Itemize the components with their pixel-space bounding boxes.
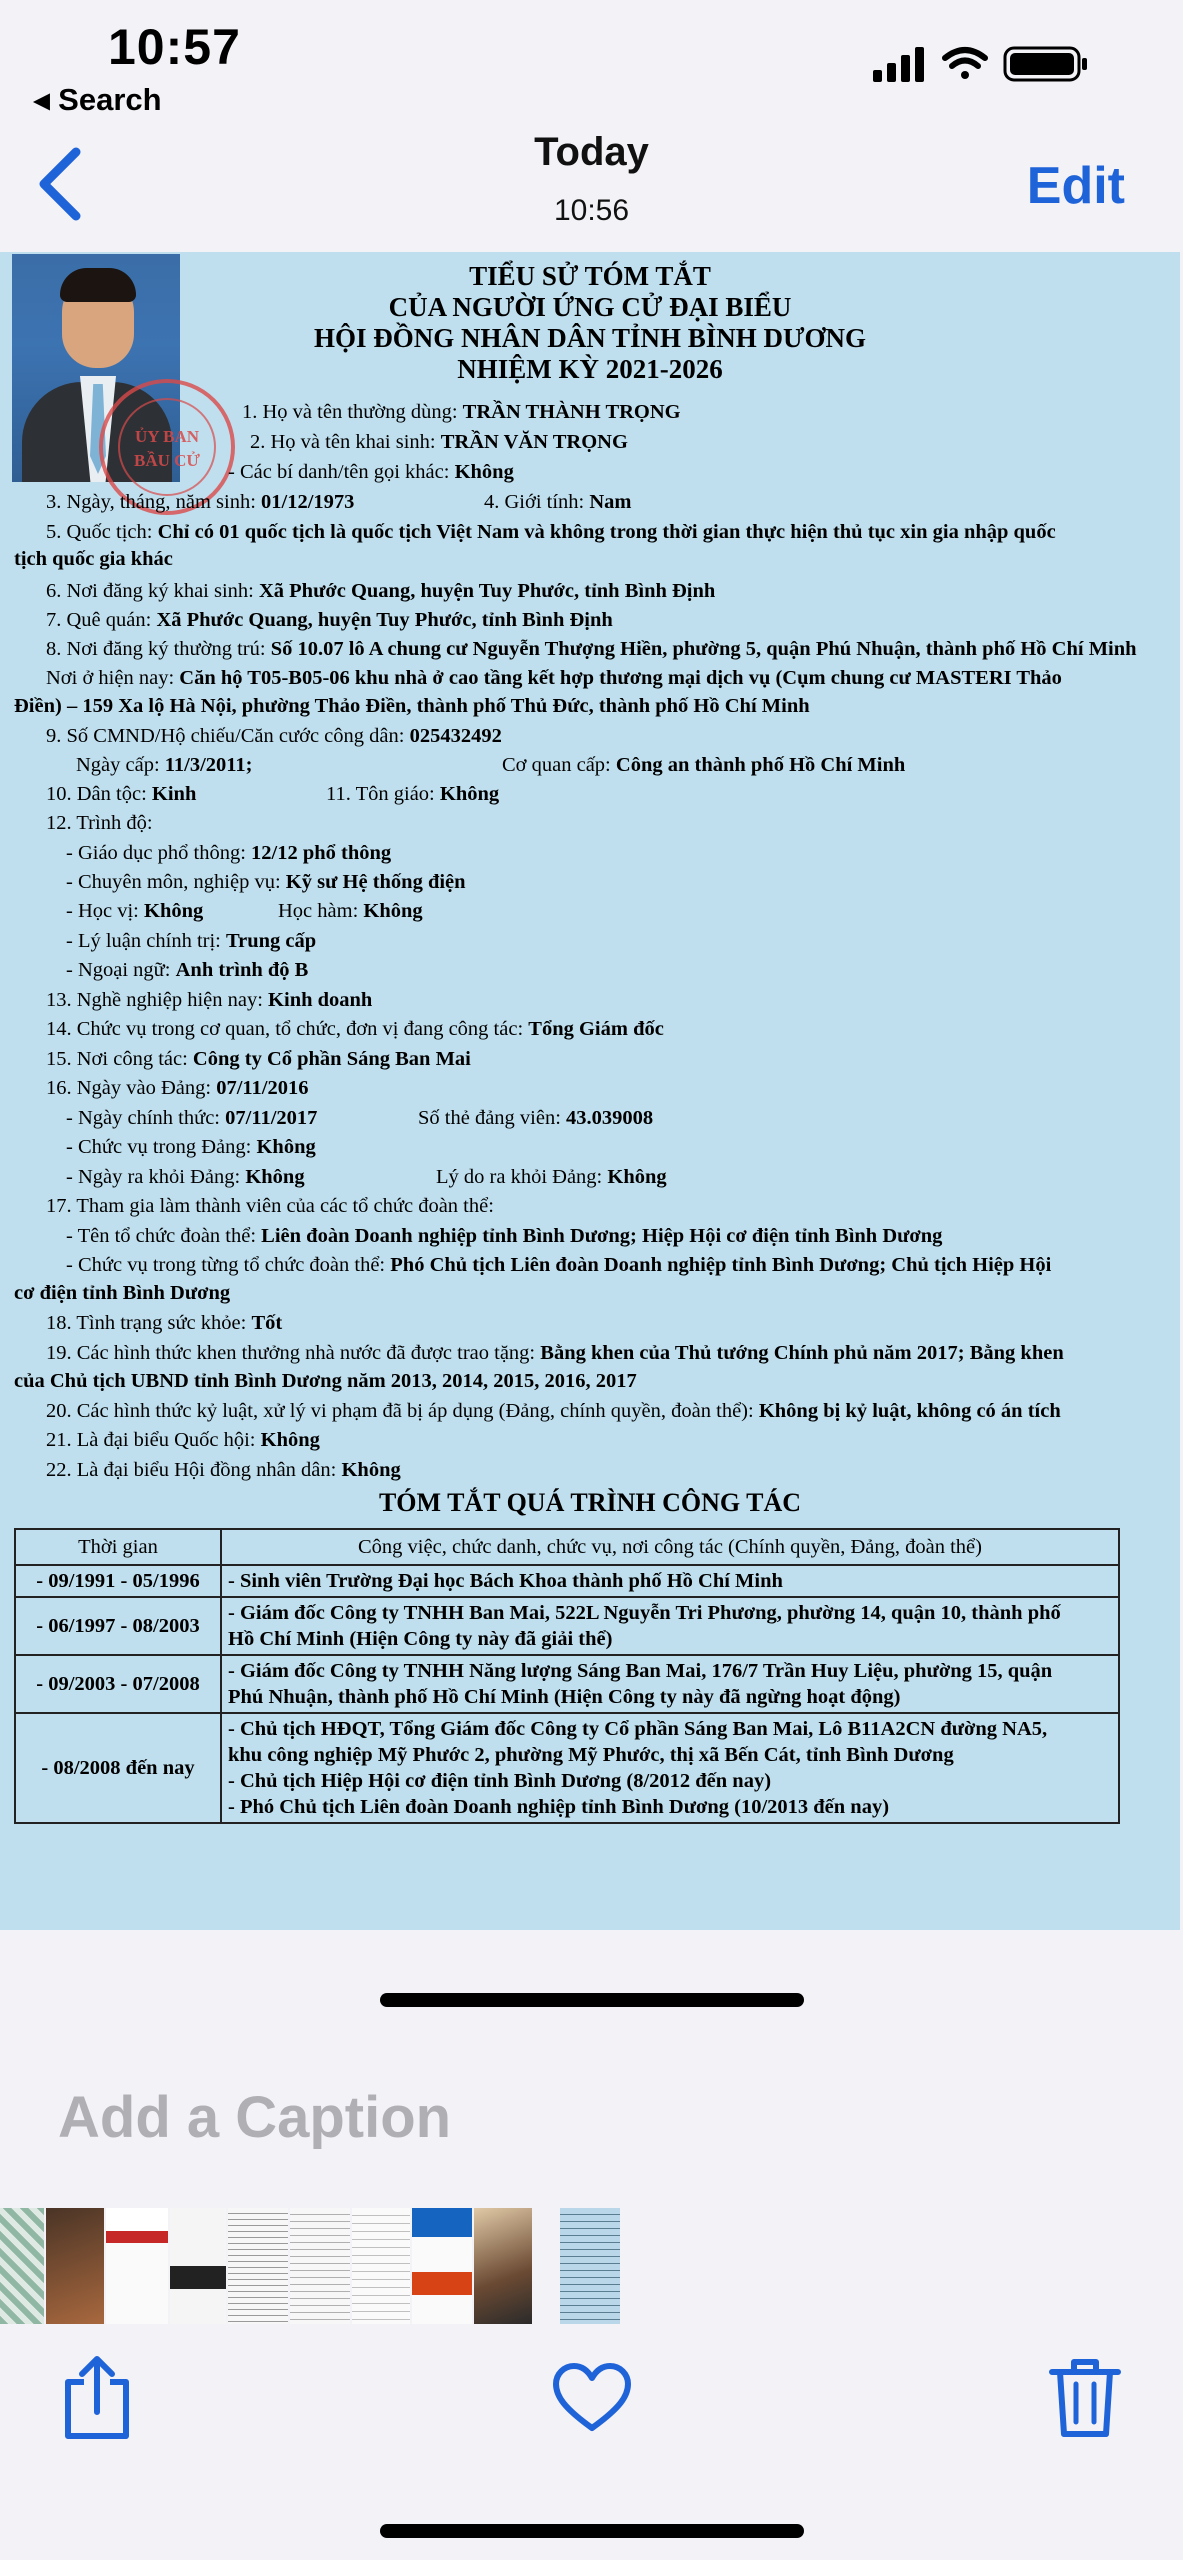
field-16b: Số thẻ đảng viên: 43.039008	[418, 1107, 654, 1129]
edit-button[interactable]: Edit	[1026, 157, 1125, 215]
field-14: 14. Chức vụ trong cơ quan, tổ chức, đơn vị đang công tác: Tổng Giám đốc	[46, 1018, 664, 1040]
thumbnail[interactable]	[46, 2208, 104, 2324]
work-section-title: TÓM TẮT QUÁ TRÌNH CÔNG TÁC	[378, 1488, 802, 1517]
field-11: 11. Tôn giáo: Không	[326, 783, 500, 805]
field-8: 8. Nơi đăng ký thường trú: Số 10.07 lô A chung cư Nguyễn Thượng Hiền, phường 5, quận Phú Nhuận, thành phố Hồ Chí Minh	[46, 638, 1137, 660]
thumbnail-strip[interactable]	[0, 2208, 1183, 2328]
row-period: - 08/2008 đến nay	[15, 1713, 221, 1823]
document-photo[interactable]	[0, 252, 1180, 1930]
work-history-table	[14, 1528, 1120, 1824]
stamp-text-1: ỦY BAN	[134, 427, 200, 446]
row-description: - Giám đốc Công ty TNHH Ban Mai, 522L Nguyễn Tri Phương, phường 14, quận 10, thành phố Hồ Chí Minh (Hiện Công ty này đã giải thể)	[221, 1597, 1119, 1655]
thumbnail[interactable]	[352, 2208, 410, 2324]
thumbnail[interactable]	[560, 2208, 620, 2324]
table-header-description: Công việc, chức danh, chức vụ, nơi công tác (Chính quyền, Đảng, đoàn thể)	[221, 1529, 1119, 1565]
thumbnail[interactable]	[170, 2208, 226, 2324]
field-15: 15. Nơi công tác: Công ty Cổ phần Sáng Ban Mai	[46, 1048, 471, 1070]
field-16d: - Ngày ra khỏi Đảng: Không	[66, 1166, 305, 1188]
table-row	[15, 1655, 1119, 1713]
field-9b: Cơ quan cấp: Công an thành phố Hồ Chí Minh	[502, 754, 906, 776]
drag-handle[interactable]	[380, 1993, 804, 2007]
doc-heading-1: TIỂU SỬ TÓM TẮT	[469, 261, 711, 291]
status-bar	[0, 0, 1183, 140]
field-6: 6. Nơi đăng ký khai sinh: Xã Phước Quang, huyện Tuy Phước, tỉnh Bình Định	[46, 580, 716, 602]
row-description: - Sinh viên Trường Đại học Bách Khoa thành phố Hồ Chí Minh	[221, 1565, 1119, 1597]
wifi-icon	[945, 50, 985, 79]
field-22: 22. Là đại biểu Hội đồng nhân dân: Không	[46, 1459, 401, 1481]
table-header-period: Thời gian	[15, 1529, 221, 1565]
field-12d: Học hàm: Không	[278, 900, 423, 922]
field-13: 13. Nghề nghiệp hiện nay: Kinh doanh	[46, 989, 373, 1011]
caption-input[interactable]: Add a Caption	[58, 2085, 452, 2150]
heart-icon[interactable]	[552, 2362, 632, 2434]
field-16a: - Ngày chính thức: 07/11/2017	[66, 1107, 318, 1129]
table-row	[15, 1565, 1119, 1597]
nav-title: Today	[534, 130, 649, 174]
doc-heading-3: HỘI ĐỒNG NHÂN DÂN TỈNH BÌNH DƯƠNG	[313, 323, 867, 353]
field-10: 10. Dân tộc: Kinh	[46, 783, 197, 805]
status-icons	[873, 44, 1113, 84]
field-20: 20. Các hình thức kỷ luật, xử lý vi phạm đã bị áp dụng (Đảng, chính quyền, đoàn thể): Không bị kỷ luật, không có án tích	[46, 1400, 1061, 1422]
field-17b-cont: cơ điện tỉnh Bình Dương	[14, 1282, 231, 1304]
field-4: 4. Giới tính: Nam	[484, 491, 632, 513]
row-description: - Giám đốc Công ty TNHH Năng lượng Sáng Ban Mai, 176/7 Trần Huy Liệu, phường 15, quận Phú Nhuận, thành phố Hồ Chí Minh (Hiện Công ty này đã ngừng hoạt động)	[221, 1655, 1119, 1713]
thumbnail[interactable]	[228, 2208, 288, 2324]
field-17a: - Tên tổ chức đoàn thể: Liên đoàn Doanh nghiệp tỉnh Bình Dương; Hiệp Hội cơ điện tỉnh Bình Dương	[66, 1225, 943, 1247]
field-12c: - Học vị: Không	[66, 900, 204, 922]
thumbnail[interactable]	[412, 2208, 472, 2324]
field-12b: - Chuyên môn, nghiệp vụ: Kỹ sư Hệ thống điện	[66, 871, 466, 893]
field-9: 9. Số CMND/Hộ chiếu/Căn cước công dân: 025432492	[46, 725, 502, 747]
thumbnail[interactable]	[474, 2208, 532, 2324]
stamp-text-2: BẦU CỬ	[134, 451, 200, 470]
field-16c: - Chức vụ trong Đảng: Không	[66, 1136, 316, 1158]
field-8b-cont: Điền) – 159 Xa lộ Hà Nội, phường Thảo Điền, thành phố Thủ Đức, thành phố Hồ Chí Minh	[14, 695, 810, 717]
field-9a: Ngày cấp: 11/3/2011;	[76, 754, 253, 776]
trash-icon[interactable]	[1048, 2356, 1122, 2440]
row-period: - 09/2003 - 07/2008	[15, 1655, 221, 1713]
field-16e: Lý do ra khỏi Đảng: Không	[436, 1166, 667, 1188]
field-12: 12. Trình độ:	[46, 812, 153, 834]
share-icon[interactable]	[58, 2354, 136, 2442]
field-19: 19. Các hình thức khen thưởng nhà nước đã được trao tặng: Bằng khen của Thủ tướng Chính phủ năm 2017; Bằng khen	[46, 1342, 1064, 1364]
field-12f: - Ngoại ngữ: Anh trình độ B	[66, 959, 309, 981]
field-17: 17. Tham gia làm thành viên của các tổ chức đoàn thể:	[46, 1195, 494, 1217]
back-to-search-link[interactable]: ◂ Search	[34, 82, 162, 117]
field-2a: - Các bí danh/tên gọi khác: Không	[228, 461, 514, 483]
doc-heading-2: CỦA NGƯỜI ỨNG CỬ ĐẠI BIỂU	[388, 292, 792, 322]
row-period: - 09/1991 - 05/1996	[15, 1565, 221, 1597]
field-16: 16. Ngày vào Đảng: 07/11/2016	[46, 1077, 309, 1099]
field-7: 7. Quê quán: Xã Phước Quang, huyện Tuy Phước, tỉnh Bình Định	[46, 609, 613, 631]
field-5-cont: tịch quốc gia khác	[14, 548, 173, 570]
field-19-cont: của Chủ tịch UBND tỉnh Bình Dương năm 2013, 2014, 2015, 2016, 2017	[14, 1370, 637, 1392]
field-18: 18. Tình trạng sức khỏe: Tốt	[46, 1312, 283, 1334]
nav-subtitle: 10:56	[553, 194, 630, 227]
battery-icon	[1005, 48, 1087, 80]
table-header-row	[15, 1529, 1119, 1565]
nav-bar	[0, 120, 1183, 252]
field-5: 5. Quốc tịch: Chỉ có 01 quốc tịch là quốc tịch Việt Nam và không trong thời gian thực hiện thủ tục xin gia nhập quốc	[46, 521, 1056, 543]
field-12a: - Giáo dục phổ thông: 12/12 phổ thông	[66, 842, 392, 864]
field-3: 3. Ngày, tháng, năm sinh: 01/12/1973	[46, 491, 355, 513]
status-time: 10:57	[108, 19, 241, 75]
home-indicator	[380, 2524, 804, 2538]
thumbnail[interactable]	[290, 2208, 350, 2324]
table-row	[15, 1597, 1119, 1655]
field-12e: - Lý luận chính trị: Trung cấp	[66, 930, 317, 952]
field-1: 1. Họ và tên thường dùng: TRẦN THÀNH TRỌNG	[242, 401, 681, 423]
doc-heading-4: NHIỆM KỲ 2021-2026	[457, 354, 723, 384]
table-row	[15, 1713, 1119, 1823]
thumbnail[interactable]	[0, 2208, 44, 2324]
row-description: - Chủ tịch HĐQT, Tổng Giám đốc Công ty Cổ phần Sáng Ban Mai, Lô B11A2CN đường NA5, khu công nghiệp Mỹ Phước 2, phường Mỹ Phước, thị xã Bến Cát, tỉnh Bình Dương - Chủ tịch Hiệp Hội cơ điện tỉnh Bình Dương (8/2012 đến nay) - Phó Chủ tịch Liên đoàn Doanh nghiệp tỉnh Bình Dương (10/2013 đến nay)	[221, 1713, 1119, 1823]
field-8b: Nơi ở hiện nay: Căn hộ T05-B05-06 khu nhà ở cao tầng kết hợp thương mại dịch vụ (Cụm chung cư MASTERI Thảo	[46, 667, 1062, 689]
field-21: 21. Là đại biểu Quốc hội: Không	[46, 1429, 320, 1451]
field-17b: - Chức vụ trong từng tổ chức đoàn thể: Phó Chủ tịch Liên đoàn Doanh nghiệp tỉnh Bình Dương; Chủ tịch Hiệp Hội	[66, 1254, 1052, 1276]
field-2: 2. Họ và tên khai sinh: TRẦN VĂN TRỌNG	[250, 431, 628, 453]
thumbnail[interactable]	[106, 2208, 168, 2324]
cellular-signal-icon	[873, 47, 924, 82]
row-period: - 06/1997 - 08/2003	[15, 1597, 221, 1655]
